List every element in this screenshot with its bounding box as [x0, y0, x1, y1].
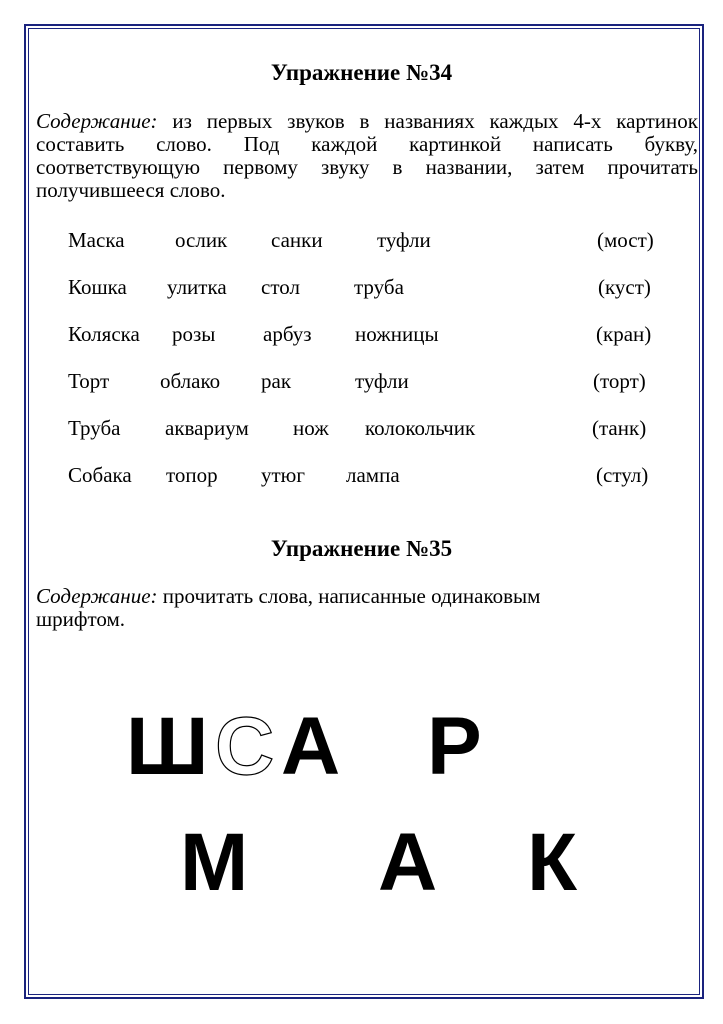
- word: топор: [166, 463, 218, 487]
- big-letter: А: [281, 701, 341, 792]
- word: облако: [160, 369, 221, 393]
- exercise-34-title: Упражнение №34: [270, 60, 453, 85]
- content-label: Содержание:: [36, 109, 158, 133]
- word: труба: [354, 275, 404, 299]
- answer: (торт): [593, 369, 646, 393]
- word: аквариум: [165, 416, 249, 440]
- word: стол: [261, 275, 300, 299]
- word: утюг: [261, 463, 305, 487]
- word: Торт: [68, 369, 110, 393]
- big-letter: Ш: [126, 701, 209, 792]
- content-label: Содержание:: [36, 584, 158, 608]
- word: Маска: [68, 228, 125, 252]
- word: нож: [293, 416, 329, 440]
- word: Труба: [68, 416, 121, 440]
- word: туфли: [377, 228, 431, 252]
- word: ослик: [175, 228, 228, 252]
- exercise-34-description: [36, 110, 698, 202]
- big-letter: Р: [427, 701, 482, 792]
- content-text: из первых звуков в названиях каждых 4-х картинок составить слово. Под каждой картинкой написать букву, соответствующую первому звуку в названии, затем прочитать получившееся слово.: [36, 109, 698, 202]
- answer: (танк): [592, 416, 647, 440]
- content-text: прочитать слова, написанные одинаковым шрифтом.: [36, 584, 541, 631]
- word: лампа: [346, 463, 400, 487]
- exercise-35-description: [36, 585, 596, 631]
- word: розы: [172, 322, 216, 346]
- answer: (куст): [598, 275, 651, 299]
- answer: (стул): [596, 463, 649, 487]
- word: улитка: [167, 275, 227, 299]
- word: ножницы: [355, 322, 439, 346]
- word: Собака: [68, 463, 132, 487]
- word: колокольчик: [365, 416, 476, 440]
- word: туфли: [355, 369, 409, 393]
- word: арбуз: [263, 322, 312, 346]
- answer: (мост): [597, 228, 654, 252]
- big-letter-outline: С: [215, 701, 275, 792]
- word: Кошка: [68, 275, 127, 299]
- big-letter: М: [180, 817, 249, 908]
- big-letter: К: [527, 817, 578, 908]
- word: рак: [261, 369, 292, 393]
- big-letter: А: [378, 817, 438, 908]
- word: санки: [271, 228, 323, 252]
- answer: (кран): [596, 322, 652, 346]
- word: Коляска: [68, 322, 140, 346]
- exercise-35-title: Упражнение №35: [270, 536, 453, 561]
